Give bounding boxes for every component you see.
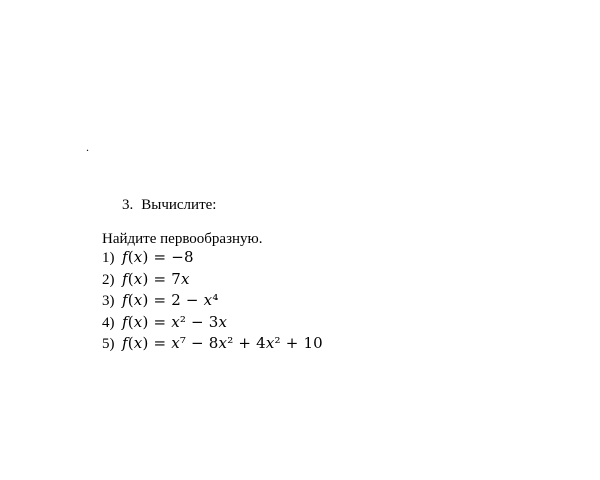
problem-number: 1): [102, 250, 115, 266]
problem-formula: 𝑓(𝑥) = 7𝑥: [122, 269, 190, 288]
problem-number: 5): [102, 336, 115, 353]
problem-item: [102, 291, 323, 313]
problem-number: 2): [102, 271, 115, 288]
task-title: Вычислите:: [141, 197, 217, 213]
problem-formula: 𝑓(𝑥) = 𝑥² − 3𝑥: [122, 312, 228, 331]
problem-item: [102, 334, 323, 356]
task-number: 3.: [122, 197, 134, 213]
instruction-text: Найдите первообразную.: [102, 231, 263, 247]
problem-item: [102, 270, 323, 292]
problem-number: 4): [102, 314, 115, 331]
problem-formula: 𝑓(𝑥) = 2 − 𝑥⁴: [122, 291, 219, 310]
task-heading: [122, 196, 216, 214]
problem-formula: 𝑓(𝑥) = −8: [122, 248, 194, 266]
problem-list: [102, 248, 323, 356]
problem-item: [102, 248, 323, 270]
problem-number: 3): [102, 293, 115, 310]
stray-dot: .: [86, 140, 89, 154]
problem-formula: 𝑓(𝑥) = 𝑥⁷ − 8𝑥² + 4𝑥² + 10: [122, 334, 323, 353]
problem-item: [102, 313, 323, 335]
